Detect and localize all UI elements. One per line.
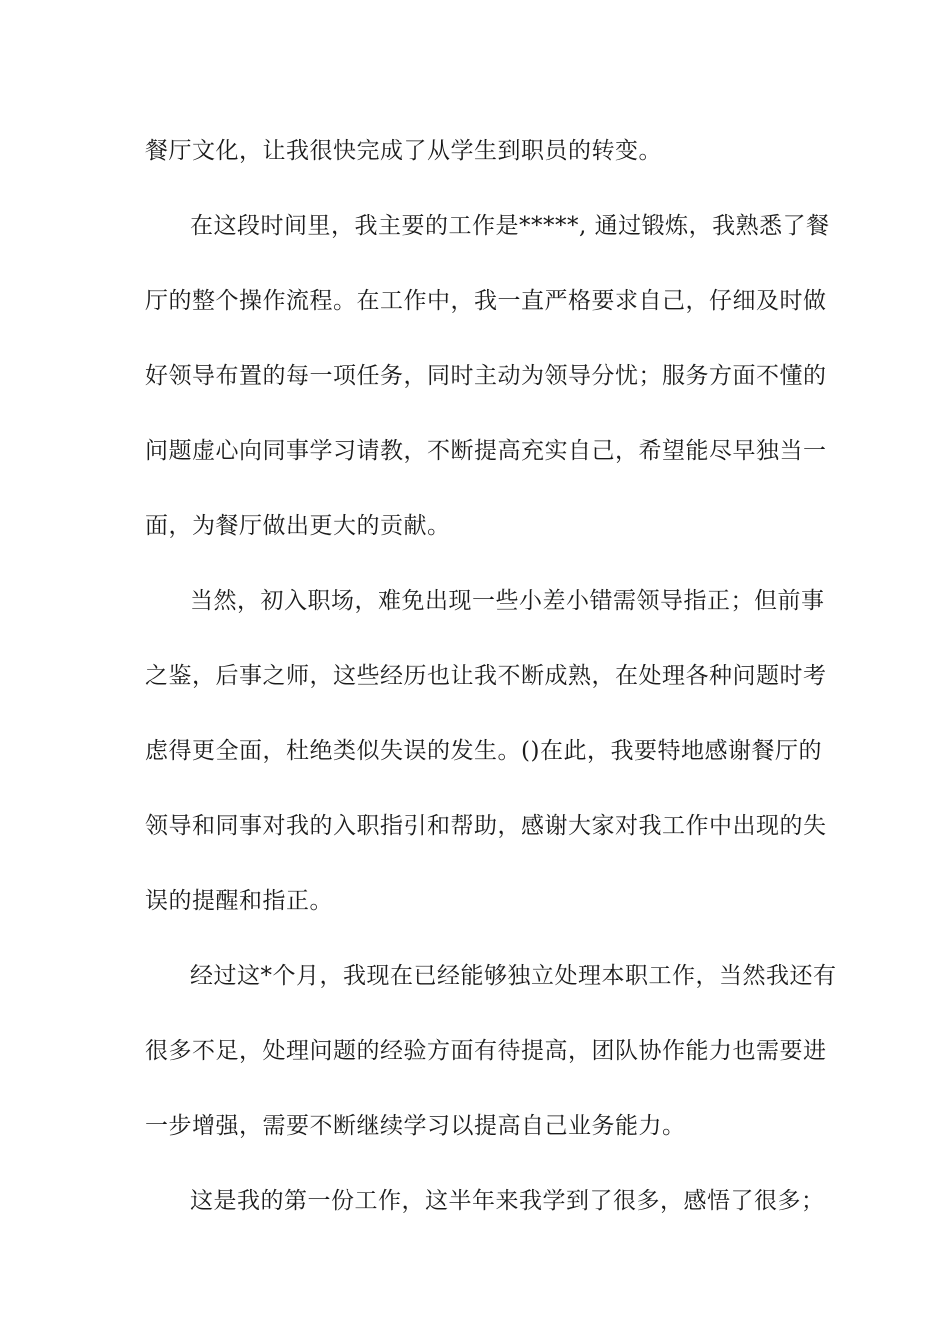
text-line: 误的提醒和指正。: [145, 888, 333, 914]
text-line: 领导和同事对我的入职指引和帮助，感谢大家对我工作中出现的失: [145, 813, 827, 839]
paragraph-first-line: 这是我的第一份工作，这半年来我学到了很多，感悟了很多；: [190, 1188, 825, 1214]
text-line: 面，为餐厅做出更大的贡献。: [145, 513, 451, 539]
text-line: 好领导布置的每一项任务，同时主动为领导分忧；服务方面不懂的: [145, 363, 827, 389]
text-line: 虑得更全面，杜绝类似失误的发生。()在此，我要特地感谢餐厅的: [145, 738, 822, 764]
text-line: 之鉴，后事之师，这些经历也让我不断成熟，在处理各种问题时考: [145, 663, 827, 689]
text-line: 问题虚心向同事学习请教，不断提高充实自己，希望能尽早独当一: [145, 438, 827, 464]
text-line: 很多不足，处理问题的经验方面有待提高，团队协作能力也需要进: [145, 1038, 827, 1064]
text-line: 餐厅文化，让我很快完成了从学生到职员的转变。: [145, 138, 662, 164]
text-line: 厅的整个操作流程。在工作中，我一直严格要求自己，仔细及时做: [145, 288, 827, 314]
text-line: 一步增强，需要不断继续学习以提高自己业务能力。: [145, 1113, 686, 1139]
paragraph-first-line: 当然，初入职场，难免出现一些小差小错需领导指正；但前事: [190, 588, 825, 614]
paragraph-first-line: 在这段时间里，我主要的工作是*****, 通过锻炼，我熟悉了餐: [190, 213, 830, 239]
paragraph-first-line: 经过这*个月，我现在已经能够独立处理本职工作，当然我还有: [190, 963, 837, 989]
